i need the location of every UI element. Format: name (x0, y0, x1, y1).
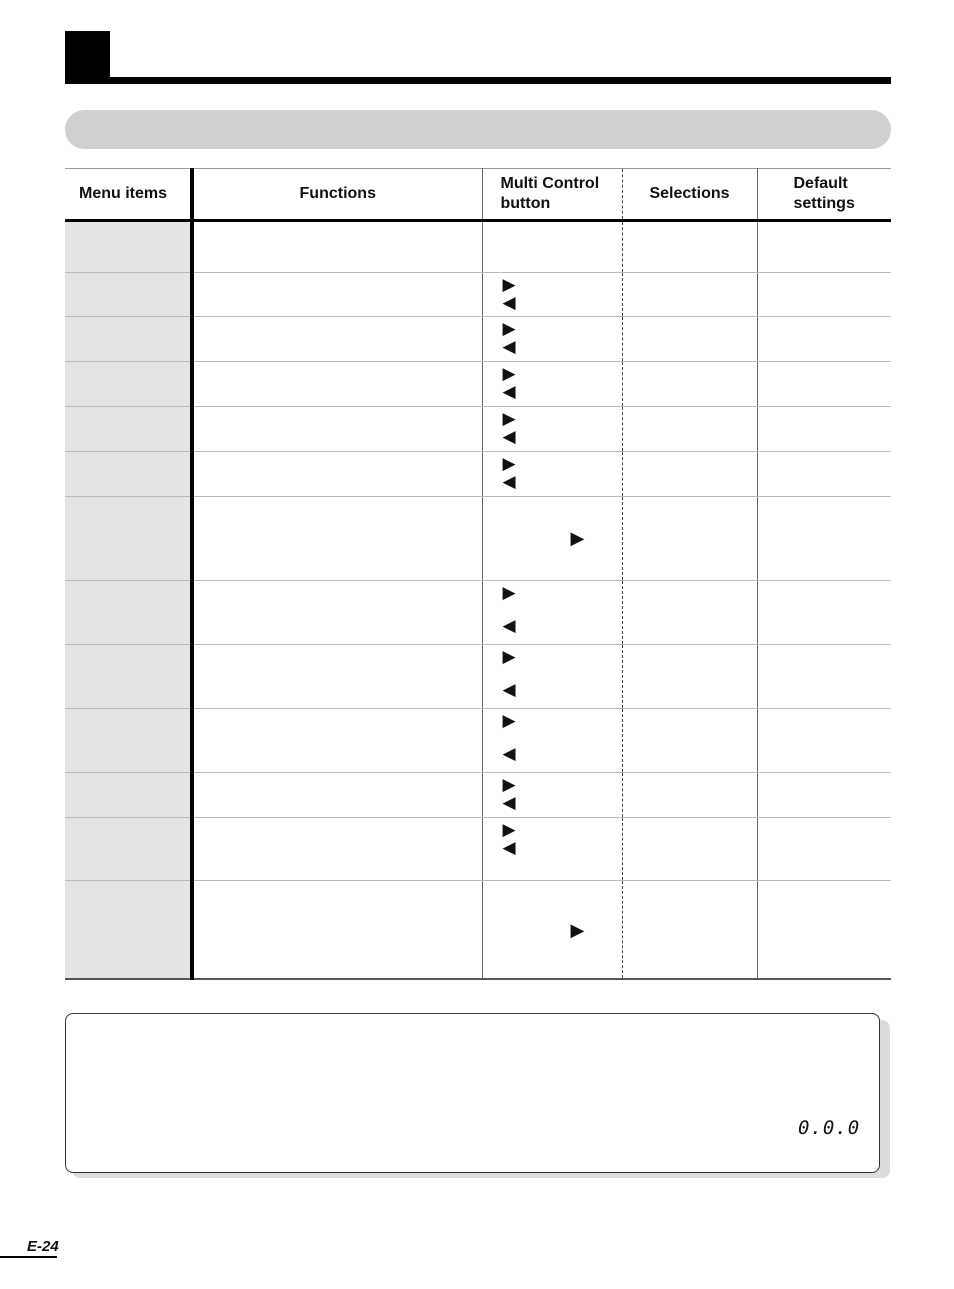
left-arrow-icon: ◀ (502, 680, 516, 699)
default-cell (757, 452, 891, 497)
right-arrow-icon: ▶ (502, 711, 516, 730)
header-functions: Functions (192, 169, 482, 221)
right-arrow-icon: ▶ (570, 920, 585, 940)
selection-cell (622, 497, 757, 581)
default-cell (757, 581, 891, 645)
table-row (65, 452, 891, 497)
function-cell (192, 645, 482, 709)
default-cell (757, 497, 891, 581)
selection-cell (622, 221, 757, 273)
menu-item-cell (65, 581, 192, 645)
selection-cell (622, 581, 757, 645)
selection-cell (622, 317, 757, 362)
page-number: E-24 (27, 1238, 59, 1255)
table-row (65, 407, 891, 452)
default-cell (757, 645, 891, 709)
version-display: 0.0.0 (798, 1117, 861, 1139)
function-cell (192, 317, 482, 362)
table-row (65, 773, 891, 818)
default-cell (757, 773, 891, 818)
right-arrow-icon: ▶ (502, 319, 516, 338)
right-arrow-icon: ▶ (502, 775, 516, 794)
default-cell (757, 818, 891, 881)
button-cell (482, 221, 622, 273)
button-cell (482, 497, 622, 581)
right-arrow-icon: ▶ (502, 454, 516, 473)
table-row (65, 362, 891, 407)
header-default-line1: Default (793, 175, 848, 192)
right-arrow-icon: ▶ (502, 820, 516, 839)
left-arrow-icon: ◀ (502, 472, 516, 491)
header-multi-control-line1: Multi Control (500, 175, 600, 192)
menu-table (65, 168, 891, 980)
button-cell (482, 773, 622, 818)
table-row (65, 221, 891, 273)
default-cell (757, 407, 891, 452)
header-multi-control-button (482, 169, 622, 221)
menu-item-cell (65, 881, 192, 979)
table-row (65, 709, 891, 773)
button-cell (482, 709, 622, 773)
header-block (65, 31, 110, 77)
page-number-rule (0, 1256, 57, 1258)
menu-item-cell (65, 317, 192, 362)
function-cell (192, 407, 482, 452)
left-arrow-icon: ◀ (502, 293, 516, 312)
function-cell (192, 221, 482, 273)
selection-cell (622, 273, 757, 317)
function-cell (192, 581, 482, 645)
header-default-settings (757, 169, 891, 221)
button-cell (482, 452, 622, 497)
section-title-bar (65, 110, 891, 149)
table-row (65, 645, 891, 709)
right-arrow-icon: ▶ (570, 528, 585, 548)
selection-cell (622, 452, 757, 497)
function-cell (192, 497, 482, 581)
menu-item-cell (65, 362, 192, 407)
default-cell (757, 273, 891, 317)
default-cell (757, 317, 891, 362)
left-arrow-icon: ◀ (502, 838, 516, 857)
function-cell (192, 773, 482, 818)
selection-cell (622, 645, 757, 709)
menu-item-cell (65, 221, 192, 273)
table-row (65, 818, 891, 881)
header-menu-items: Menu items (65, 169, 192, 221)
table-row (65, 273, 891, 317)
button-cell (482, 581, 622, 645)
selection-cell (622, 818, 757, 881)
function-cell (192, 452, 482, 497)
button-cell (482, 818, 622, 881)
selection-cell (622, 709, 757, 773)
header-selections: Selections (622, 169, 757, 221)
function-cell (192, 881, 482, 979)
table-header-row (65, 169, 891, 221)
left-arrow-icon: ◀ (502, 793, 516, 812)
left-arrow-icon: ◀ (502, 382, 516, 401)
header-multi-control-line2: button (500, 195, 551, 212)
menu-item-cell (65, 709, 192, 773)
selection-cell (622, 362, 757, 407)
table-row (65, 581, 891, 645)
function-cell (192, 818, 482, 881)
left-arrow-icon: ◀ (502, 427, 516, 446)
function-cell (192, 362, 482, 407)
button-cell (482, 881, 622, 979)
left-arrow-icon: ◀ (502, 337, 516, 356)
left-arrow-icon: ◀ (502, 616, 516, 635)
header-default-line2: settings (793, 195, 855, 212)
button-cell (482, 362, 622, 407)
right-arrow-icon: ▶ (502, 364, 516, 383)
menu-item-cell (65, 497, 192, 581)
note-box (65, 1013, 880, 1173)
menu-item-cell (65, 407, 192, 452)
table-row (65, 881, 891, 979)
menu-item-cell (65, 773, 192, 818)
table-row (65, 497, 891, 581)
selection-cell (622, 407, 757, 452)
menu-item-cell (65, 452, 192, 497)
function-cell (192, 273, 482, 317)
right-arrow-icon: ▶ (502, 647, 516, 666)
selection-cell (622, 881, 757, 979)
menu-item-cell (65, 645, 192, 709)
default-cell (757, 362, 891, 407)
default-cell (757, 881, 891, 979)
header-rule (65, 77, 891, 84)
selection-cell (622, 773, 757, 818)
function-cell (192, 709, 482, 773)
default-cell (757, 221, 891, 273)
right-arrow-icon: ▶ (502, 275, 516, 294)
button-cell (482, 645, 622, 709)
button-cell (482, 317, 622, 362)
left-arrow-icon: ◀ (502, 744, 516, 763)
button-cell (482, 407, 622, 452)
right-arrow-icon: ▶ (502, 583, 516, 602)
default-cell (757, 709, 891, 773)
menu-item-cell (65, 273, 192, 317)
menu-item-cell (65, 818, 192, 881)
right-arrow-icon: ▶ (502, 409, 516, 428)
button-cell (482, 273, 622, 317)
table-row (65, 317, 891, 362)
